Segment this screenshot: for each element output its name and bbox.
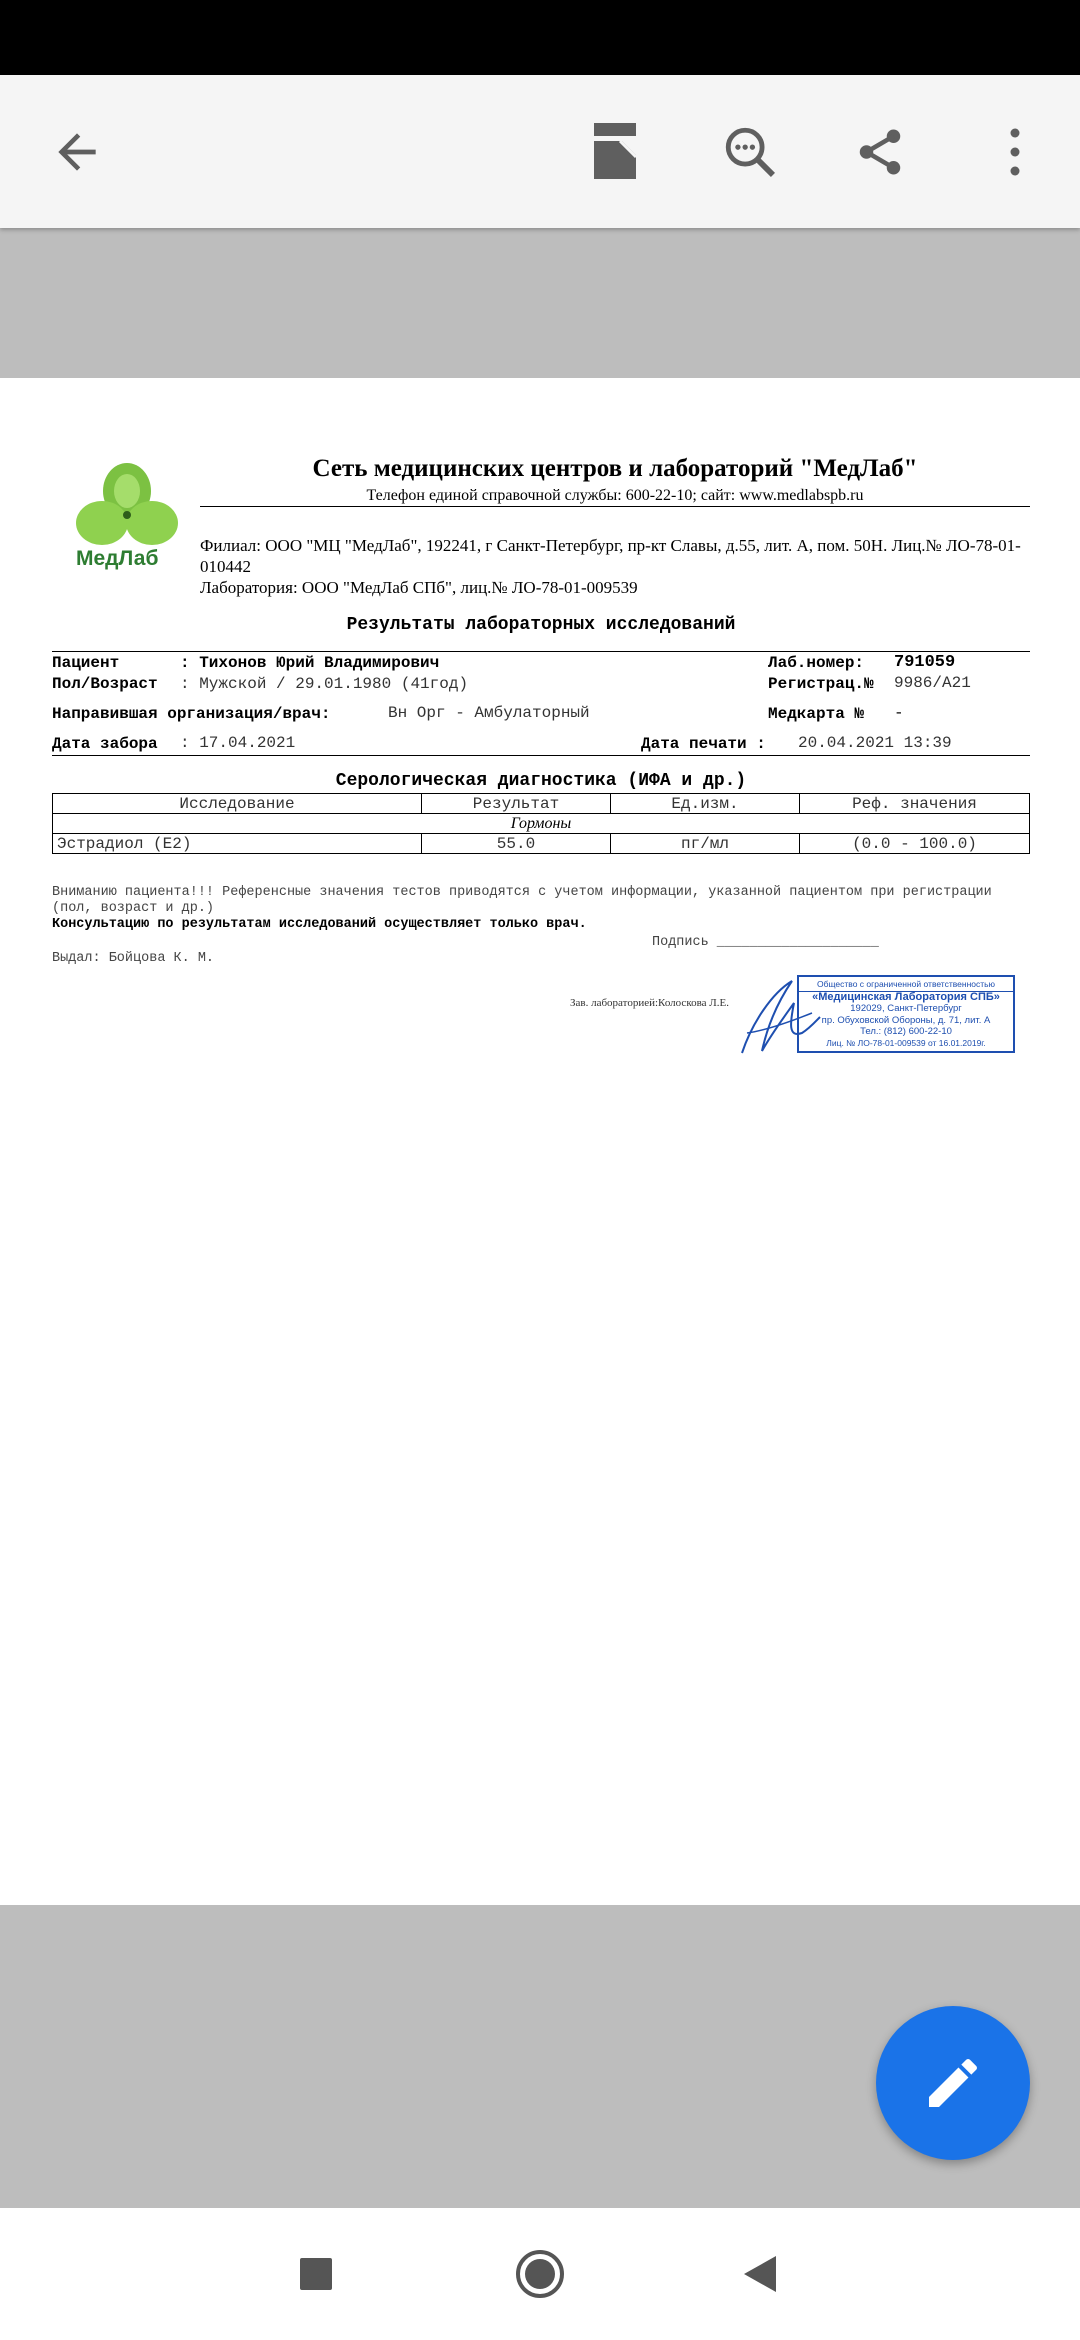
stamp-line: Тел.: (812) 600-22-10: [860, 1026, 952, 1037]
stamp-line: 192029, Санкт-Петербург: [850, 1003, 962, 1014]
column-header: Ед.изм.: [611, 794, 800, 814]
consultation-text: Консультацию по результатам исследований осуществляет только врач.: [52, 917, 587, 932]
collection-date-value: : 17.04.2021: [180, 734, 296, 752]
test-unit: пг/мл: [611, 834, 800, 854]
sex-age-value: : Мужской / 29.01.1980 (41год): [180, 675, 469, 693]
registration-value: 9986/А21: [894, 674, 971, 692]
stamp-line: пр. Обуховской Обороны, д. 71, лит. А: [821, 1014, 991, 1026]
medcard-value: -: [894, 704, 904, 722]
table-group-row: [53, 814, 1030, 834]
branch-line: Филиал: ООО "МЦ "МедЛаб", 192241, г Санкт-Петербург, пр-кт Славы, д.55, лит. А, пом. 50Н. Лиц.№ ЛО-78-01-010442: [200, 536, 1021, 576]
sex-age-label: Пол/Возраст: [52, 675, 158, 693]
lab-number-value: 791059: [894, 653, 956, 672]
recents-square-icon[interactable]: [300, 2258, 332, 2290]
stamp-line: Лиц. № ЛО-78-01-009539 от 16.01.2019г.: [826, 1037, 986, 1048]
lab-line: Лаборатория: ООО "МедЛаб СПб", лиц.№ ЛО-78-01-009539: [200, 578, 638, 597]
home-circle-icon[interactable]: [514, 2248, 566, 2300]
notice-text: Вниманию пациента!!! Референсные значения тестов приводятся с учетом информации, указанной пациентом при регистрации (пол, возраст и др.): [52, 885, 992, 916]
org-phone: Телефон единой справочной службы: 600-22-10; сайт: www.medlabspb.ru: [200, 487, 1030, 507]
table-header-row: [53, 794, 1030, 814]
back-triangle-icon[interactable]: [742, 2254, 778, 2294]
section-title: Серологическая диагностика (ИФА и др.): [335, 771, 747, 791]
registration-label: Регистрац.№: [768, 675, 874, 693]
lab-number-label: Лаб.номер:: [768, 654, 865, 672]
referrer-label: Направившая организация/врач:: [52, 705, 331, 723]
test-name: Эстрадиол (Е2): [53, 834, 422, 854]
search-icon[interactable]: [715, 117, 785, 187]
org-title: Сеть медицинских центров и лабораторий "МедЛаб": [312, 455, 918, 482]
medcard-label: Медкарта №: [768, 705, 865, 723]
column-header: Исследование: [53, 794, 422, 814]
results-title: Результаты лабораторных исследований: [346, 615, 736, 635]
navigation-bar: [0, 2208, 1080, 2340]
stamp-line: «Медицинская Лаборатория СПБ»: [812, 990, 1000, 1003]
referrer-value: Вн Орг - Амбулаторный: [388, 704, 590, 722]
print-date-label: Дата печати :: [641, 735, 766, 753]
edit-pencil-icon: [921, 2051, 985, 2115]
page-layout-icon[interactable]: [582, 117, 652, 187]
patient-label: Пациент: [52, 654, 120, 672]
signature-line: Подпись ____________________: [652, 935, 879, 950]
test-result: 55.0: [422, 834, 611, 854]
collection-date-label: Дата забора: [52, 735, 158, 753]
branch-info: [200, 535, 1030, 598]
divider: [52, 755, 1030, 756]
more-vert-icon[interactable]: [980, 117, 1050, 187]
logo-text: МедЛаб: [76, 547, 159, 570]
print-date-value: 20.04.2021 13:39: [798, 734, 952, 752]
patient-notice: [52, 885, 1030, 933]
group-label: Гормоны: [53, 814, 1030, 834]
lab-stamp: [797, 975, 1015, 1053]
test-reference: (0.0 - 100.0): [800, 834, 1030, 854]
column-header: Результат: [422, 794, 611, 814]
results-table: [52, 793, 1030, 854]
status-bar: [0, 0, 1080, 75]
share-icon[interactable]: [845, 117, 915, 187]
patient-value: : Тихонов Юрий Владимирович: [180, 654, 440, 672]
edit-button[interactable]: [876, 2006, 1030, 2160]
issued-by: Выдал: Бойцова К. М.: [52, 951, 215, 966]
column-header: Реф. значения: [800, 794, 1030, 814]
back-arrow-icon[interactable]: [42, 117, 112, 187]
document-page[interactable]: [0, 378, 1080, 1905]
table-row: [53, 834, 1030, 854]
top-toolbar: [0, 75, 1080, 228]
stamp-line: Общество с ограниченной ответственностью: [799, 979, 1013, 992]
divider: [52, 651, 1030, 652]
lab-head: Зав. лабораторией:Колоскова Л.Е.: [570, 997, 729, 1009]
